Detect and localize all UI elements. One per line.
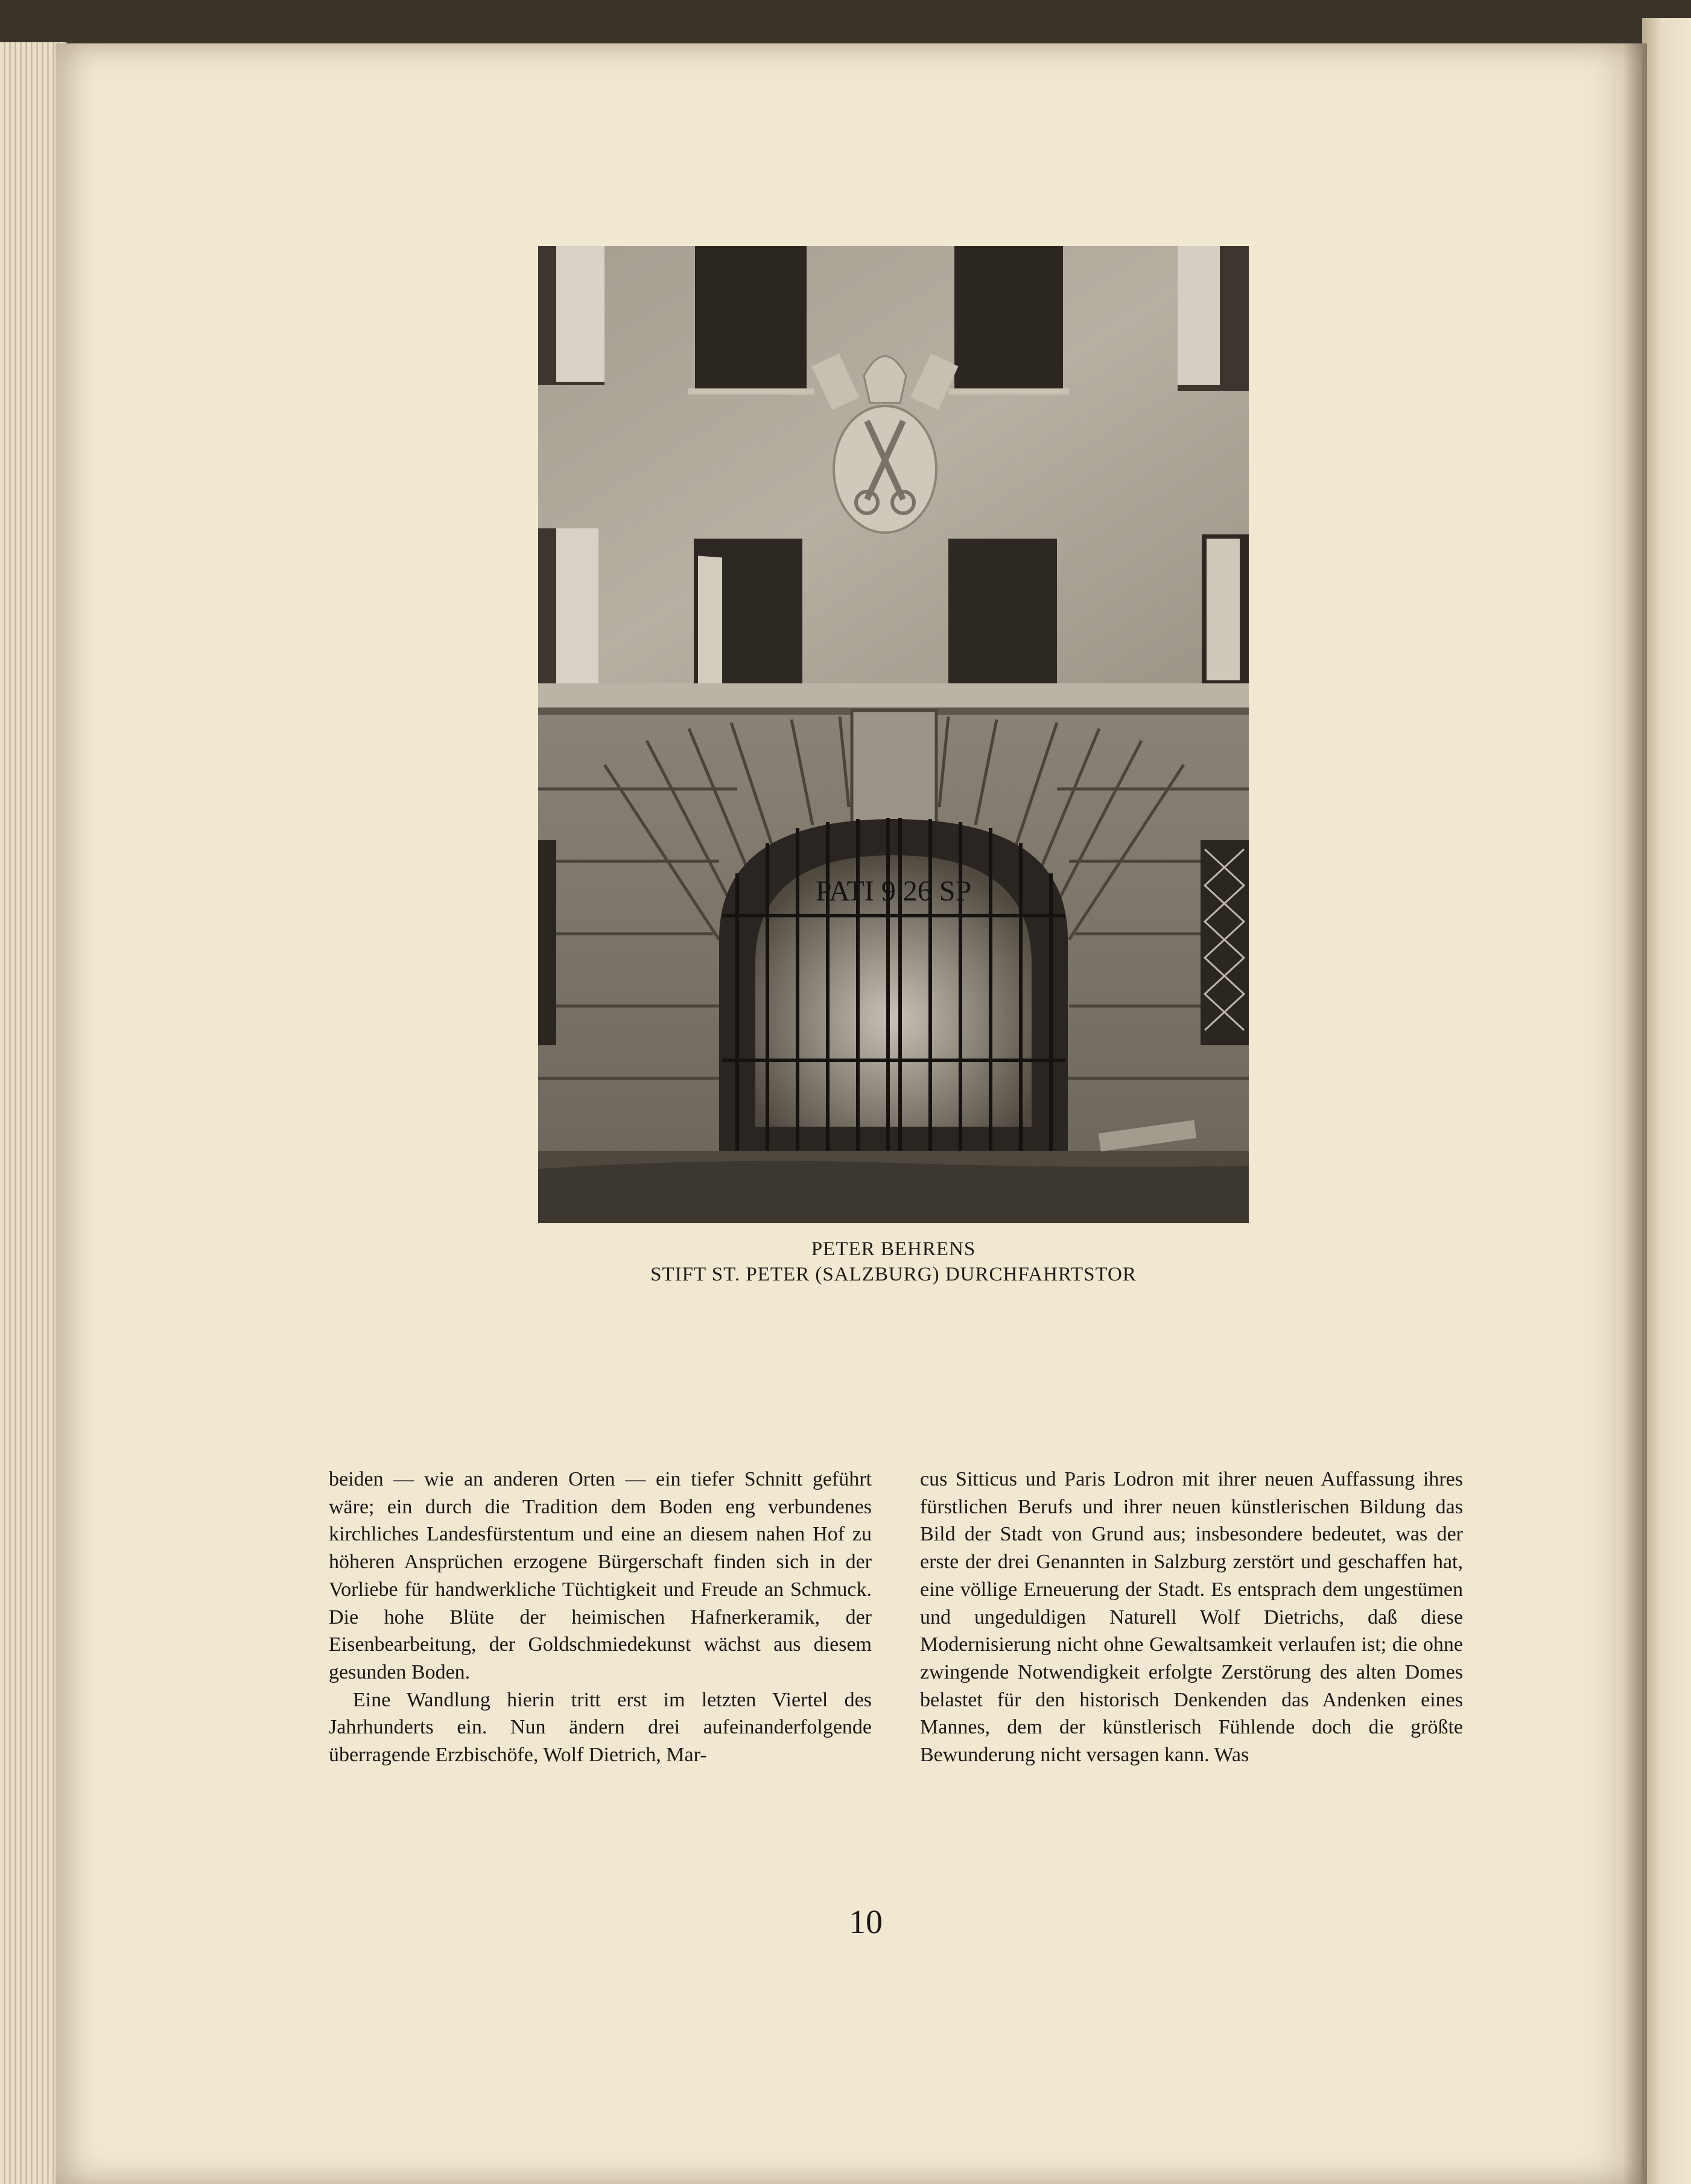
text-column-right — [920, 1466, 1463, 1769]
paragraph: beiden — wie an anderen Orten — ein tiefer Schnitt geführt wäre; ein durch die Tradition dem Boden eng verbundenes kirchliches Landesfürstentum und eine an diesem nahen Hof zu höheren Ansprüchen erzogene Bürgerschaft finden sich in der Vorliebe für handwerkliche Tüchtigkeit und Freude an Schmuck. Die hohe Blüte der heimischen Hafnerkeramik, der Eisenbearbeitung, der Goldschmiedekunst wächst aus diesem gesunden Boden. — [329, 1468, 872, 1683]
gate-inscription: PATI 9 26 SP — [815, 875, 972, 907]
photograph-gate — [538, 246, 1249, 1223]
caption-architect: PETER BEHRENS — [811, 1238, 976, 1260]
caption-title: STIFT ST. PETER (SALZBURG) DURCHFAHRTSTOR — [650, 1264, 1137, 1285]
right-page-edge — [1642, 18, 1691, 2184]
binding-gutter-shadow — [1623, 43, 1647, 2184]
paragraph: Eine Wandlung hierin tritt erst im letzten Viertel des Jahrhunderts ein. Nun ändern drei aufeinanderfolgende überragende Erzbischöfe, Wolf Dietrich, Mar- — [329, 1688, 872, 1767]
page-number: 10 — [849, 1904, 883, 1941]
text-column-left — [329, 1466, 872, 1769]
paragraph: cus Sitticus und Paris Lodron mit ihrer neuen Auffassung ihres fürstlichen Berufs und ihrer neuen künstlerischen Bildung das Bild der Stadt von Grund aus; insbesondere bedeutet, was der erste der drei Genannten in Salzburg zerstört und geschaffen hat, eine völlige Erneuerung der Stadt. Es entsprach dem ungestümen und ungeduldigen Naturell Wolf Dietrichs, daß diese Modernisierung nicht ohne Gewaltsamkeit verlaufen ist; die ohne zwingende Notwendigkeit erfolgte Zerstörung des alten Domes belastet für den historisch Denkenden das Andenken eines Mannes, dem der künstlerisch Fühlende doch die größte Bewunderung nicht versagen kann. Was — [920, 1468, 1463, 1767]
figure-caption — [538, 1236, 1249, 1287]
